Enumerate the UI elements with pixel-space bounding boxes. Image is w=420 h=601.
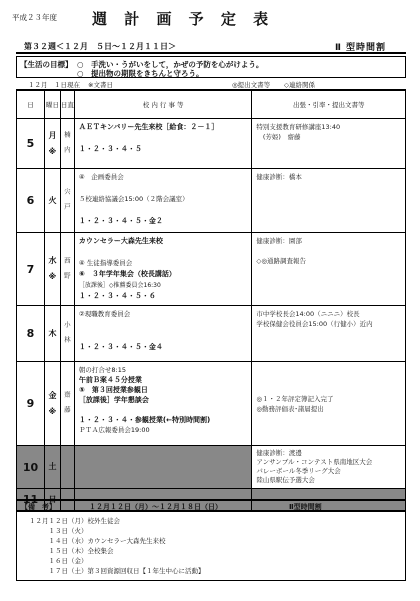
school-events: ＡＥＴキンバリー先生来校［給食：２－１］ １・２・３・４・５	[74, 119, 251, 169]
table-row	[17, 306, 406, 362]
as-of-date: １２月 １日現在	[28, 81, 80, 89]
table-row	[17, 119, 406, 169]
remarks-label: 【備 考】	[21, 503, 56, 511]
goal-item: ○ 提出物の期限をきちんと守ろう。	[77, 69, 204, 78]
table-header-row	[17, 91, 406, 119]
external-events: ◎１・２年評定簿記入完了 ◎勤務評価表･諸届提出	[252, 362, 406, 446]
day-number: 6	[17, 169, 45, 233]
fiscal-year-label: 平成２３年度	[12, 13, 57, 22]
day-number: 8	[17, 306, 45, 362]
table-row	[17, 446, 406, 489]
col-external: 出張・引率・提出文書等	[252, 91, 406, 119]
col-dow: 曜日	[44, 91, 60, 119]
contact-legend: ◇連絡関係	[284, 81, 315, 89]
as-of-line	[16, 80, 406, 90]
doc-date-legend: ※文書日	[88, 81, 113, 89]
duty-person: 齋 藤	[60, 362, 74, 446]
school-events: カウンセラー大森先生来校 ④ 生徒指導委員会 ⑥ ３年学年集会（校長講話） ［放課後］◇推薦委員会16:30 １・２・３・４・５・６	[74, 233, 251, 306]
external-events: 健康診断：渡邊 アンサンブル・コンテスト県南地区大会 バレーボール冬季リーグ大会 陸山県駅伝予選大会	[252, 446, 406, 489]
duty-person: 宍 戸	[60, 169, 74, 233]
page-title: 週 計 画 予 定 表	[92, 10, 275, 28]
day-of-week: 日	[44, 489, 60, 511]
external-events: 市中学校長会14:00（ニニニ）校長 学校保健会役員会15:00（行健小）近内	[252, 306, 406, 362]
col-day: 日	[17, 91, 45, 119]
day-of-week: 火	[44, 169, 60, 233]
week-header	[16, 40, 406, 54]
table-row	[17, 233, 406, 306]
external-events: 特別支援教育研修講座13:40 (芳姫) 齋藤	[252, 119, 406, 169]
life-goals-box	[16, 56, 406, 78]
day-of-week: 木	[44, 306, 60, 362]
table-row	[17, 362, 406, 446]
duty-person: 西 野	[60, 233, 74, 306]
external-events: 健康診断：橋本	[252, 169, 406, 233]
list-item: １４日（水）カウンセラー大森先生来校	[29, 537, 166, 545]
day-number: 11	[17, 489, 45, 511]
day-number: 10	[17, 446, 45, 489]
timetable-type: Ⅱ 型時間割	[334, 43, 386, 53]
next-week-timetable-type: Ⅱ型時間割	[289, 503, 322, 511]
remarks-body	[16, 511, 406, 581]
goals-label: 【生活の目標】	[20, 60, 73, 69]
school-events: 朝の打合せ8:15 午前Ｂ案４５分授業 ⑤ 第３回授業参観日 ［放課後］学年懇談会 １・２・３・４・参観授業(←特別時間割) ＰＴＡ広報委員会19:00	[74, 362, 251, 446]
day-of-week: 土	[44, 446, 60, 489]
duty-person: 小 林	[60, 306, 74, 362]
day-number: 9	[17, 362, 45, 446]
remarks-header	[16, 499, 406, 511]
list-item: １６日（金）	[29, 557, 88, 565]
external-events: 健康診断：園部 ◇◎通路調査報告	[252, 233, 406, 306]
col-school-events: 校 内 行 事 等	[74, 91, 251, 119]
weekly-schedule-table	[16, 90, 406, 511]
school-events: ④ 企画委員会 ５校連絡協議会15:00（２階会議室） １・２・３・４・５・金２	[74, 169, 251, 233]
school-events: ②現職教育委員会 １・２・３・４・５・金４	[74, 306, 251, 362]
table-row	[17, 169, 406, 233]
duty-person: 楠 内	[60, 119, 74, 169]
list-item: １５日（木）全校集会	[29, 547, 114, 555]
school-events	[74, 446, 251, 489]
list-item: １７日（土）第３回資源回収日【１年生中心に活動】	[29, 567, 205, 575]
list-item: １３日（火）	[29, 527, 88, 535]
day-of-week: 水 ※	[44, 233, 60, 306]
submit-doc-legend: ◎提出文書等	[232, 81, 271, 89]
day-number: 7	[17, 233, 45, 306]
list-item: １２月１２日（月）校外生徒会	[29, 517, 120, 525]
col-duty: 日直	[60, 91, 74, 119]
duty-person	[60, 446, 74, 489]
next-week-range: １２月１２日（月）～１２月１８日（日）	[89, 503, 222, 511]
day-of-week: 月 ※	[44, 119, 60, 169]
week-range: 第３２週＜１２月 ５日～１２月１１日＞	[24, 42, 176, 51]
day-of-week: 金 ※	[44, 362, 60, 446]
goal-item: ○ 手洗い・うがいをして，かぜの予防を心がけよう。	[77, 60, 264, 69]
day-number: 5	[17, 119, 45, 169]
